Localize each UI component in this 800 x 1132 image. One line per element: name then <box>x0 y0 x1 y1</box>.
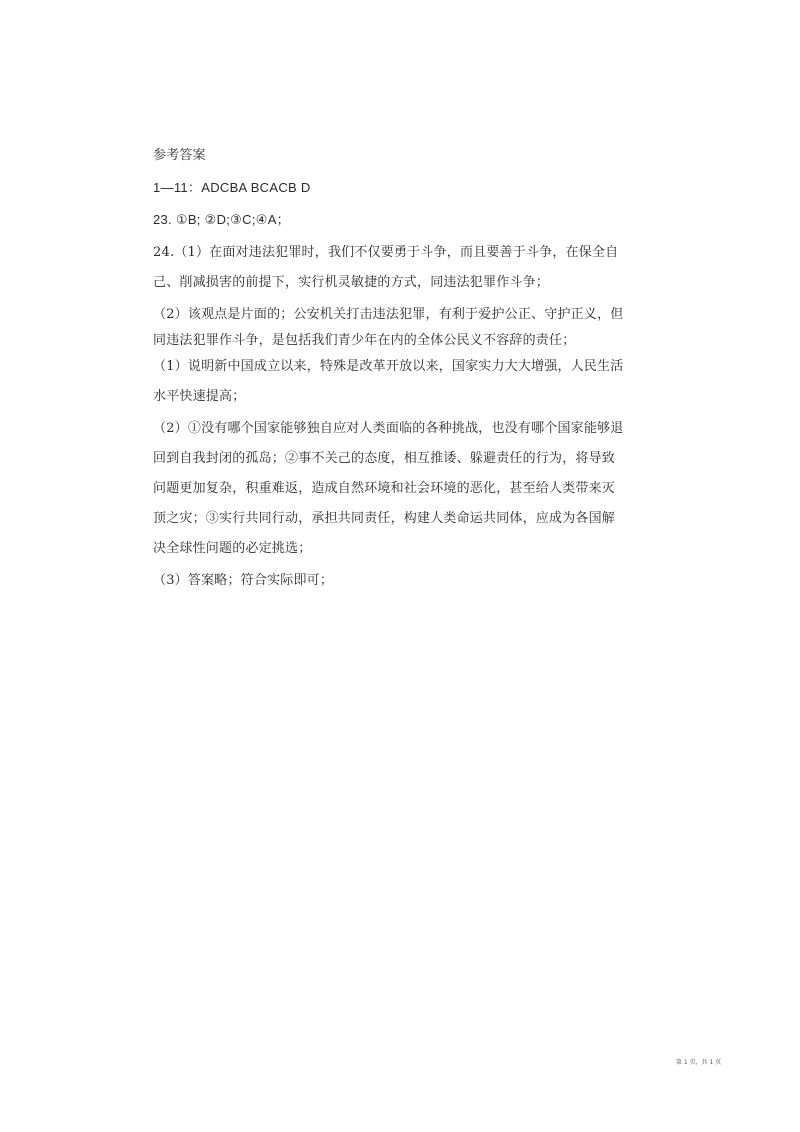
q25-p2-line3: 问题更加复杂，积重难返，造成自然环境和社会环境的恶化，甚至给人类带来灭 <box>153 481 616 496</box>
q25-p2-line1: （2）①没有哪个国家能够独自应对人类面临的各种挑战，也没有哪个国家能够退 <box>153 421 624 436</box>
q25-paragraph-1 <box>153 358 653 406</box>
page-number-footer: 第 1 页，共 1 页 <box>676 1059 722 1066</box>
choice-answers: 1—11：ADCBA BCACB D <box>153 180 311 195</box>
q24-p2-line1: （2）该观点是片面的；公安机关打击违法犯罪，有利于爱护公正、守护正义，但 <box>153 307 624 322</box>
q23-answers <box>153 211 653 230</box>
q25-p2-line4: 顶之灾；③实行共同行动，承担共同责任，构建人类命运共同体，应成为各国解 <box>153 511 616 526</box>
q24-p2-line2: 同违法犯罪作斗争，是包括我们青少年在内的全体公民义不容辞的责任； <box>153 333 576 348</box>
q25-p1-line2: 水平快速提高； <box>153 389 246 404</box>
q24-p1-line1: 24.（1）在面对违法犯罪时，我们不仅要勇于斗争，而且要善于斗争，在保全自 <box>153 245 619 260</box>
q25-p2-line5: 决全球性问题的必定挑选； <box>153 541 312 556</box>
q24-paragraph-1 <box>153 244 653 292</box>
q25-paragraph-3: （3）答案略；符合实际即可； <box>153 573 334 588</box>
answers-heading: 参考答案 <box>153 148 206 163</box>
q25-p2-line2: 回到自我封闭的孤岛；②事不关己的态度，相互推诿、躲避责任的行为，将导致 <box>153 451 616 466</box>
q25-paragraph-2 <box>153 420 653 558</box>
q23-answer-text: 23. ①B; ②D;③C;④A； <box>153 212 290 227</box>
answer-content <box>153 147 653 590</box>
q24-paragraph-2 <box>153 306 653 350</box>
q25-p1-line1: （1）说明新中国成立以来，特殊是改革开放以来，国家实力大大增强，人民生活 <box>153 359 624 374</box>
q24-p1-line2: 己、削减损害的前提下，实行机灵敏捷的方式，同违法犯罪作斗争； <box>153 275 550 290</box>
